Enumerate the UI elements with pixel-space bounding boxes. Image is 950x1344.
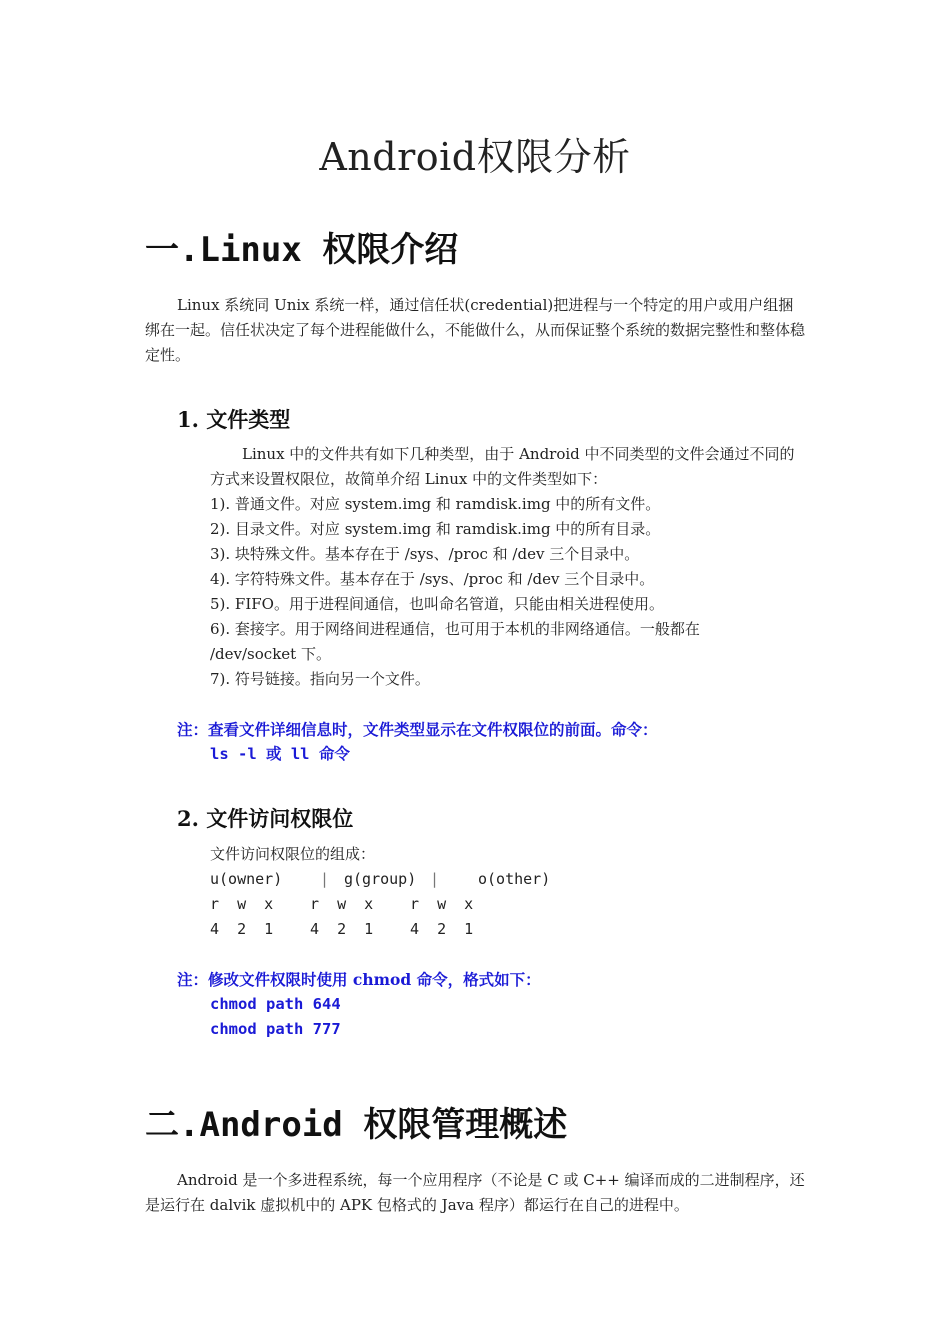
group-values: 4 2 1 [310,920,374,938]
file-type-item: 7). 符号链接。指向另一个文件。 [210,670,430,688]
note-command: chmod path 777 [210,1020,341,1038]
group-label: g(group) [344,870,417,888]
subsection-2-heading: 2. 文件访问权限位 [177,806,354,831]
file-type-item: 1). 普通文件。对应 system.img 和 ramdisk.img 中的所有文件。 [210,495,661,513]
owner-label: u(owner) [210,870,283,888]
section-1-intro: Linux 系统同 Unix 系统一样，通过信任状(credential)把进程与一个特定的用户或用户组捆绑在一起。信任状决定了每个进程能做什么，不能做什么，从而保证整个系统的数据完整性和整体稳定性。 [145,296,806,364]
note-file-type [177,717,658,767]
file-type-item: 2). 目录文件。对应 system.img 和 ramdisk.img 中的所有目录。 [210,520,661,538]
group-rwx: r w x [310,895,374,913]
section-2-heading: 二.Android 权限管理概述 [145,1105,568,1145]
file-type-item: 3). 块特殊文件。基本存在于 /sys、/proc 和 /dev 三个目录中。 [210,545,640,563]
section-1-heading: 一.Linux 权限介绍 [145,230,459,270]
note-text: 注：查看文件详细信息时，文件类型显示在文件权限位的前面。命令： [177,720,658,739]
file-type-item: /dev/socket 下。 [210,645,331,663]
permission-bits-intro: 文件访问权限位的组成： [210,845,376,863]
subsection-1-intro: Linux 中的文件共有如下几种类型，由于 Android 中不同类型的文件会通过不同的方式来设置权限位，故简单介绍 Linux 中的文件类型如下： [210,445,795,488]
note-command: ls -l 或 ll 命令 [210,745,350,763]
document-title: Android权限分析 [319,135,631,179]
other-rwx: r w x [410,895,474,913]
note-chmod [177,967,541,1042]
separator: | [320,870,330,888]
other-label: o(other) [478,870,551,888]
section-2-intro: Android 是一个多进程系统，每一个应用程序（不论是 C 或 C++ 编译而成的二进制程序，还是运行在 dalvik 虚拟机中的 APK 包格式的 Java 程序）都运行在自己的进程中。 [145,1171,805,1214]
separator: | [430,870,440,888]
subsection-1-heading: 1. 文件类型 [177,407,291,432]
other-values: 4 2 1 [410,920,474,938]
owner-values: 4 2 1 [210,920,274,938]
file-type-item: 6). 套接字。用于网络间进程通信，也可用于本机的非网络通信。一般都在 [210,620,700,638]
note-text: 注：修改文件权限时使用 chmod 命令，格式如下： [177,970,541,989]
note-command: chmod path 644 [210,995,341,1013]
file-type-item: 5). FIFO。用于进程间通信，也叫命名管道，只能由相关进程使用。 [210,595,664,613]
owner-rwx: r w x [210,895,274,913]
file-type-item: 4). 字符特殊文件。基本存在于 /sys、/proc 和 /dev 三个目录中。 [210,570,655,588]
